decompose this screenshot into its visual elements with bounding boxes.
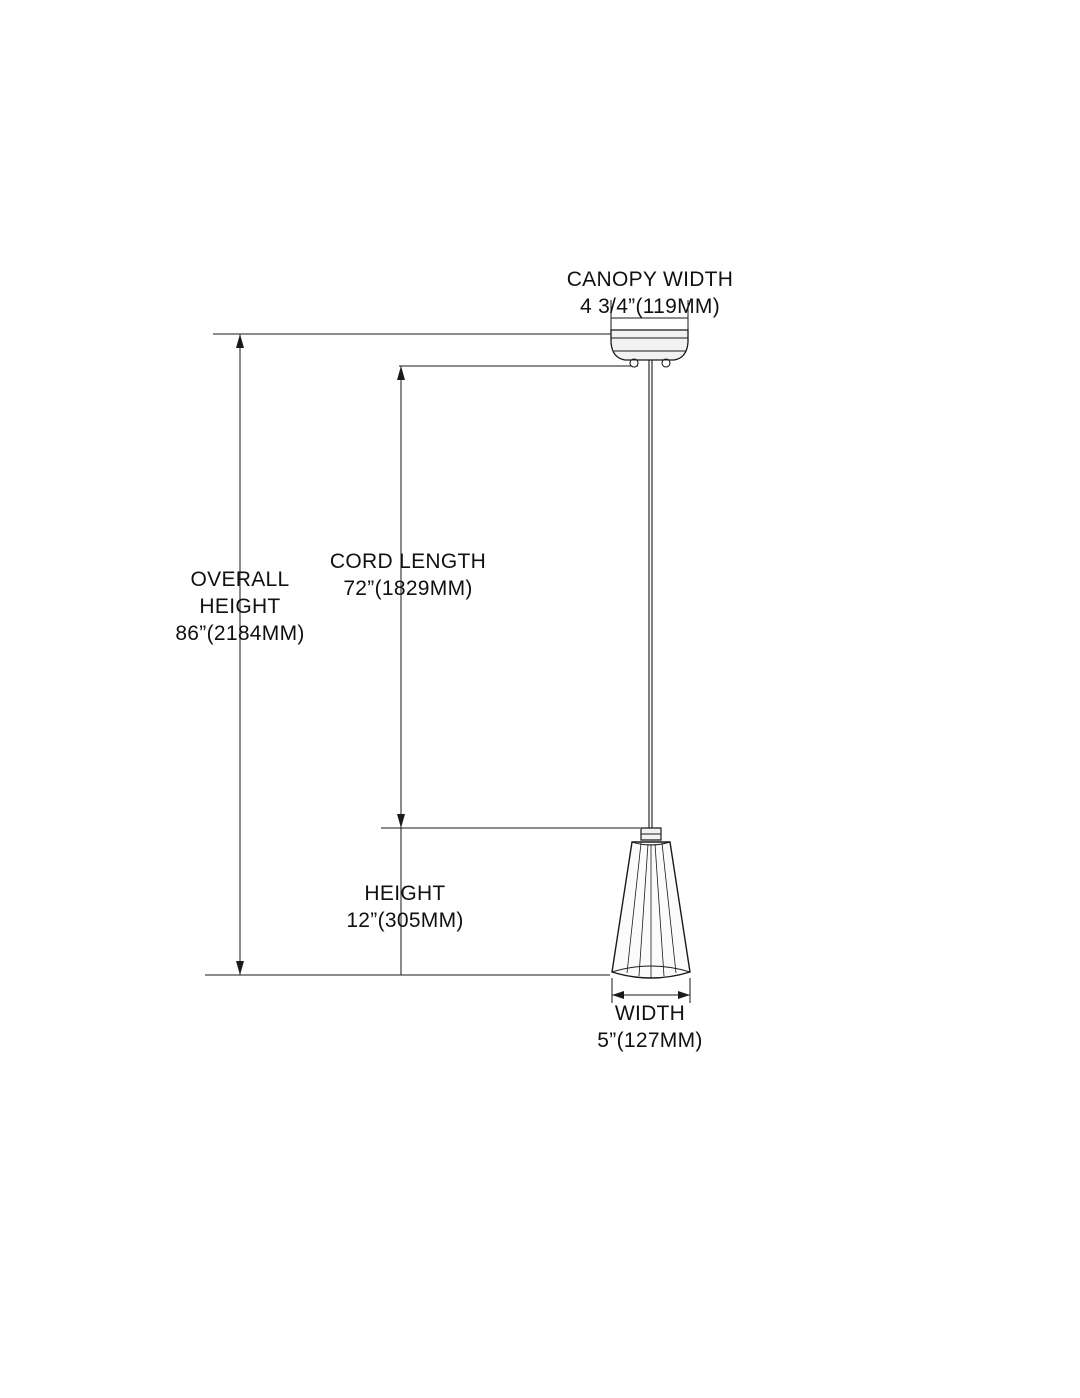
cord-length-value: 72”(1829MM) <box>343 577 473 600</box>
cord-length-title: CORD LENGTH <box>329 550 487 573</box>
canopy-width-value: 4 3/4”(119MM) <box>579 295 721 318</box>
arrowhead-cord-top <box>397 366 405 380</box>
arrowhead-overall-bottom <box>236 961 244 975</box>
canopy-width-title: CANOPY WIDTH <box>566 268 734 291</box>
cord-assembly <box>649 360 652 828</box>
canopy-width-label <box>440 266 860 320</box>
shade-height-title: HEIGHT <box>364 882 446 905</box>
overall-height-title-line1: OVERALL <box>190 568 290 591</box>
arrowhead-overall-top <box>236 334 244 348</box>
shade-width-title: WIDTH <box>614 1002 686 1025</box>
shade-width-value: 5”(127MM) <box>597 1029 703 1052</box>
arrowhead-width-left <box>612 991 624 999</box>
shade-width-label <box>480 1000 820 1054</box>
overall-height-title-line2: HEIGHT <box>199 595 281 618</box>
overall-height-value: 86”(2184MM) <box>175 622 305 645</box>
shade-assembly <box>612 828 690 978</box>
shade-height-label <box>240 880 570 934</box>
shade-height-value: 12”(305MM) <box>346 909 464 932</box>
overall-height-label <box>80 566 400 647</box>
canopy-body <box>611 330 688 360</box>
arrowhead-width-right <box>678 991 690 999</box>
arrowhead-cord-bottom <box>397 814 405 828</box>
